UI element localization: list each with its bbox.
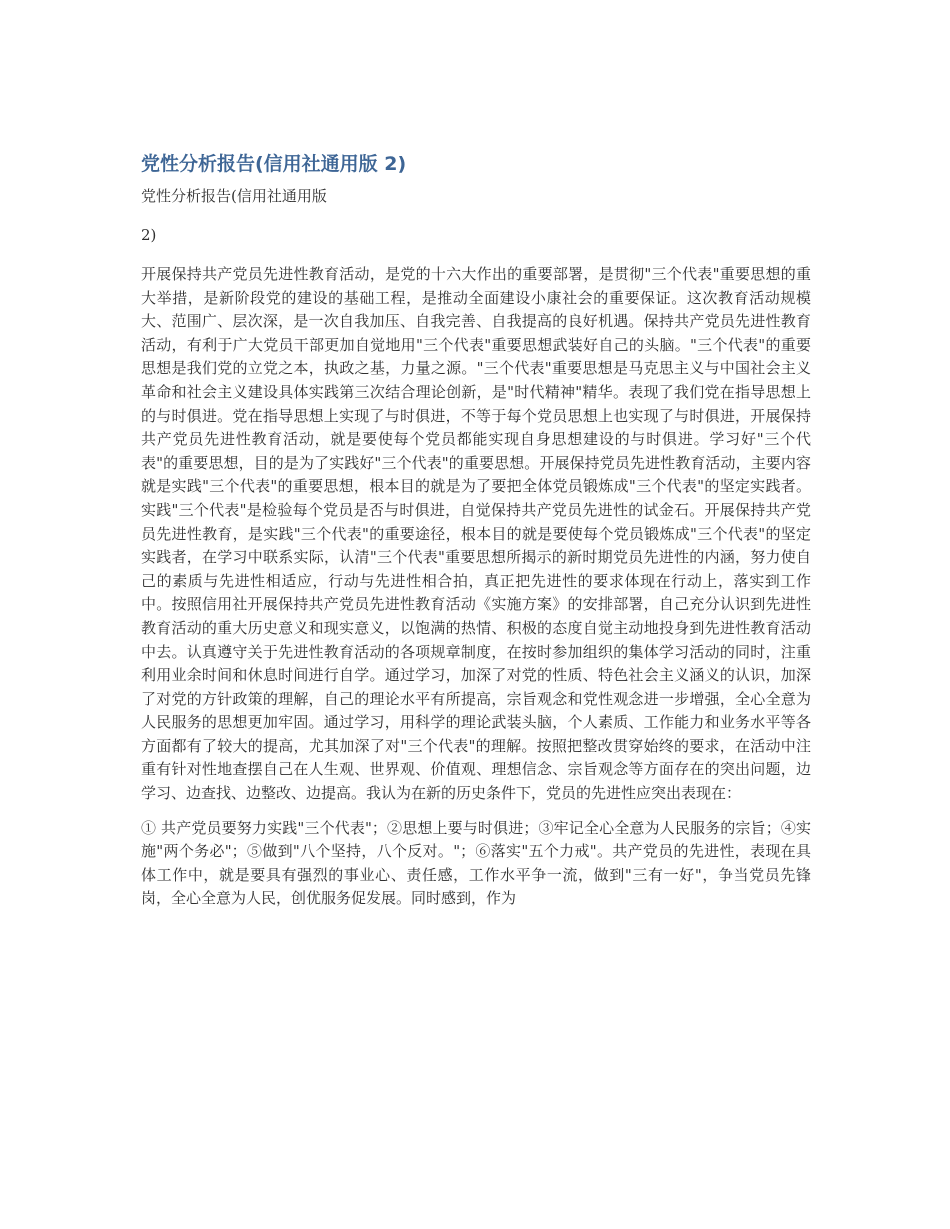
document-title: 党性分析报告(信用社通用版 2): [141, 153, 407, 175]
body-paragraph-2: ① 共产党员要努力实践"三个代表"；②思想上要与时俱进；③牢记全心全意为人民服务的宗旨；④实施"两个务必"；⑤做到"八个坚持，八个反对。"；⑥落实"五个力戒"。共产党员的先进性，表现在具体工作中，就是要具有强烈的事业心、责任感，工作水平争一流，做到"三有一好"，争当党员先锋岗，全心全意为人民，创优服务促发展。同时感到，作为: [141, 818, 811, 908]
body-paragraph-1: 开展保持共产党员先进性教育活动，是党的十六大作出的重要部署，是贯彻"三个代表"重要思想的重大举措，是新阶段党的建设的基础工程，是推动全面建设小康社会的重要保证。这次教育活动规模大、范围广、层次深，是一次自我加压、自我完善、自我提高的良好机遇。保持共产党员先进性教育活动，有利于广大党员干部更加自觉地用"三个代表"重要思想武装好自己的头脑。"三个代表"的重要思想是我们党的立党之本，执政之基，力量之源。"三个代表"重要思想是马克思主义与中国社会主义革命和社会主义建设具体实践第三次结合理论创新，是"时代精神"精华。表现了我们党在指导思想上的与时俱进。党在指导思想上实现了与时俱进，不等于每个党员思想上也实现了与时俱进，开展保持共产党员先进性教育活动，就是要使每个党员都能实现自身思想建设的与时俱进。学习好"三个代表"的重要思想，目的是为了实践好"三个代表"的重要思想。开展保持党员先进性教育活动，主要内容就是实践"三个代表"的重要思想，根本目的就是为了要把全体党员锻炼成"三个代表"的坚定实践者。实践"三个代表"是检验每个党员是否与时俱进，自觉保持共产党员先进性的试金石。开展保持共产党员先进性教育，是实践"三个代表"的重要途径，根本目的就是要使每个党员锻炼成"三个代表"的坚定实践者，在学习中联系实际，认清"三个代表"重要思想所揭示的新时期党员先进性的内涵，努力使自己的素质与先进性相适应，行动与先进性相合拍，真正把先进性的要求体现在行动上，落实到工作中。按照信用社开展保持共产党员先进性教育活动《实施方案》的安排部署，自己充分认识到先进性教育活动的重大历史意义和现实意义，以饱满的热情、积极的态度自觉主动地投身到先进性教育活动中去。认真遵守关于先进性教育活动的各项规章制度，在按时参加组织的集体学习活动的同时，注重利用业余时间和休息时间进行自学。通过学习，加深了对党的性质、特色社会主义涵义的认识，加深了对党的方针政策的理解，自己的理论水平有所提高，宗旨观念和党性观念进一步增强，全心全意为人民服务的思想更加牢固。通过学习，用科学的理论武装头脑，个人素质、工作能力和业务水平等各方面都有了较大的提高，尤其加深了对"三个代表"的理解。按照把整改贯穿始终的要求，在活动中注重有针对性地查摆自己在人生观、世界观、价值观、理想信念、宗旨观念等方面存在的突出问题，边学习、边查找、边整改、边提高。我认为在新的历史条件下，党员的先进性应突出表现在：: [141, 265, 811, 803]
document-content: [141, 150, 811, 911]
document-subtitle-line-2: 2): [141, 226, 157, 244]
document-subtitle-line-1: 党性分析报告(信用社通用版: [141, 187, 327, 205]
